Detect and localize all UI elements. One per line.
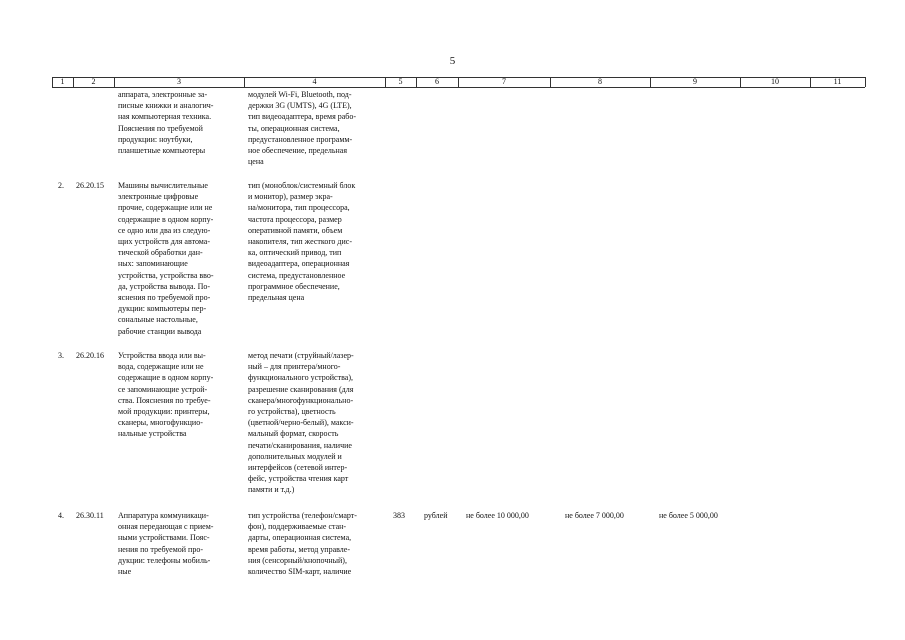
- row-number-cell: 4.: [58, 511, 64, 520]
- column-header-5: 5: [398, 77, 403, 86]
- column-header-8: 8: [598, 77, 602, 86]
- header-bottom-rule: [52, 87, 865, 88]
- row-name-cell: Аппаратура коммуникаци- онная передающая с прием- ными устройствами. Пояс- нения по требуемой про- дукции: телефоны мобиль- ные: [118, 511, 214, 577]
- column-header-11: 11: [833, 77, 842, 86]
- row-characteristics-cell: модулей Wi-Fi, Bluetooth, под- держки 3G (UMTS), 4G (LTE), тип видеоадаптера, время рабо- ты, операционная система, предустановленное программ- ное обеспечение, предельная цена: [248, 90, 357, 167]
- column-header-4: 4: [312, 77, 317, 86]
- row-number-cell: 3.: [58, 351, 64, 360]
- row-code-cell: 26.30.11: [76, 511, 104, 520]
- row-okei-code-cell: 383: [393, 511, 405, 520]
- column-header-10: 10: [771, 77, 779, 86]
- column-header-7: 7: [502, 77, 506, 86]
- row-name-cell: аппарата, электронные за- писные книжки и аналогич- ная компьютерная техника. Пояснения по требуемой продукции: ноутбуки, планшетные компьютеры: [118, 90, 214, 156]
- row-number-cell: 2.: [58, 181, 64, 190]
- row-value-col8-cell: не более 7 000,00: [565, 511, 624, 520]
- row-unit-cell: рублей: [424, 511, 448, 520]
- column-header-2: 2: [91, 77, 96, 86]
- row-name-cell: Машины вычислительные электронные цифровые прочие, содержащие или не содержащие в одном корпу- се одно или два из следую- щих устройств для автома- тической обработки дан- ных: запоминающие устройства, устройства вво- да, устройства вывода. По- яснения по требуемой про- дукции: компьютеры пер- сональные настольные, рабочие станции вывода: [118, 181, 214, 336]
- column-header-6: 6: [435, 77, 439, 86]
- row-name-cell: Устройства ввода или вы- вода, содержащие или не содержащие в одном корпу- се запоминающие устрой- ства. Пояснения по требуе- мой продукции: принтеры, сканеры, многофункцио- нальные устройства: [118, 351, 214, 439]
- column-header-1: 1: [60, 77, 65, 86]
- row-code-cell: 26.20.16: [76, 351, 104, 360]
- row-characteristics-cell: тип устройства (телефон/смарт- фон), поддерживаемые стан- дарты, операционная система, время работы, метод управле- ния (сенсорный/кнопочный), количество SIM-карт, наличие: [248, 511, 357, 577]
- row-characteristics-cell: метод печати (струйный/лазер- ный – для принтера/много- функционального устройства), разрешение сканирования (для сканера/многофункционально- го устройства), цветность (цветной/черно-белый), макси- мальный формат, скорость печати/сканирования, наличие дополнительных модулей и интерфейсов (сетевой интер- фейс, устройства чтения карт памяти и т.д.): [248, 351, 354, 495]
- row-code-cell: 26.20.15: [76, 181, 104, 190]
- row-value-col9-cell: не более 5 000,00: [659, 511, 718, 520]
- row-value-col7-cell: не более 10 000,00: [466, 511, 529, 520]
- header-divider: [865, 77, 866, 87]
- row-characteristics-cell: тип (моноблок/системный блок и монитор), размер экра- на/монитора, тип процессора, частота процессора, размер оперативной памяти, объем накопителя, тип жесткого дис- ка, оптический привод, тип видеоадаптера, операционная система, предустановленное программное обеспечение, предельная цена: [248, 181, 356, 303]
- column-header-3: 3: [177, 77, 181, 86]
- page-number: 5: [449, 55, 456, 67]
- column-header-9: 9: [693, 77, 697, 86]
